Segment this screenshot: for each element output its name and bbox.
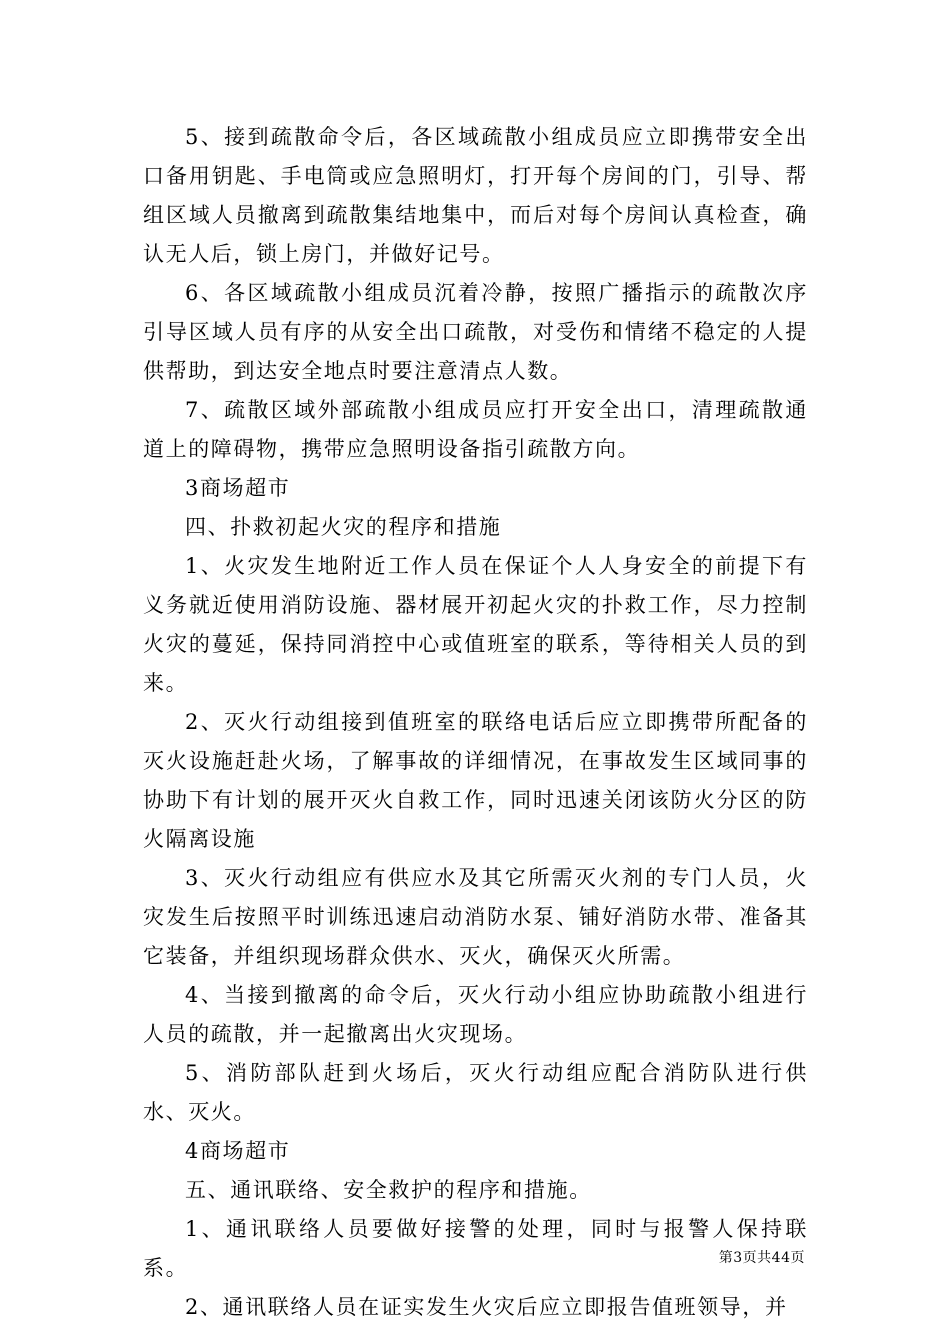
section-label-4: 4商场超市 xyxy=(185,1139,291,1163)
paragraph-evacuation-5: 5、接到疏散命令后，各区域疏散小组成员应立即携带安全出口备用钥匙、手电筒或应急照明灯，打开每个房间的门，引导、帮组区域人员撤离到疏散集结地集中，而后对每个房间认真检查，确认无人后，锁上房门，并做好记号。 xyxy=(143,125,808,266)
section-label-3: 3商场超市 xyxy=(185,476,291,500)
paragraph-comms-1: 1、通讯联络人员要做好接警的处理，同时与报警人保持联系。 xyxy=(143,1217,808,1280)
paragraph-firefight-3: 3、灭火行动组应有供应水及其它所需灭火剂的专门人员，火灾发生后按照平时训练迅速启动消防水泵、铺好消防水带、准备其它装备，并组织现场群众供水、灭火，确保灭火所需。 xyxy=(143,866,808,968)
paragraph-comms-2: 2、通讯联络人员在证实发生火灾后应立即报告值班领导，并 xyxy=(185,1295,788,1319)
page-number-footer: 第3页共44页 xyxy=(718,1250,805,1266)
paragraph-firefight-4: 4、当接到撤离的命令后，灭火行动小组应协助疏散小组进行人员的疏散，并一起撤离出火灾现场。 xyxy=(143,983,808,1046)
paragraph-evacuation-6: 6、各区域疏散小组成员沉着冷静，按照广播指示的疏散次序引导区域人员有序的从安全出口疏散，对受伤和情绪不稳定的人提供帮助，到达安全地点时要注意清点人数。 xyxy=(143,281,808,383)
section-heading-4: 四、扑救初起火灾的程序和措施 xyxy=(185,515,502,539)
paragraph-firefight-2: 2、灭火行动组接到值班室的联络电话后应立即携带所配备的灭火设施赶赴火场，了解事故的详细情况，在事故发生区域同事的协助下有计划的展开灭火自救工作，同时迅速关闭该防火分区的防火隔离设施 xyxy=(143,710,808,851)
paragraph-firefight-5: 5、消防部队赶到火场后，灭火行动组应配合消防队进行供水、灭火。 xyxy=(143,1061,808,1124)
section-heading-5: 五、通讯联络、安全救护的程序和措施。 xyxy=(185,1178,592,1202)
paragraph-evacuation-7: 7、疏散区域外部疏散小组成员应打开安全出口，清理疏散通道上的障碍物，携带应急照明设备指引疏散方向。 xyxy=(143,398,808,461)
paragraph-firefight-1: 1、火灾发生地附近工作人员在保证个人人身安全的前提下有义务就近使用消防设施、器材展开初起火灾的扑救工作，尽力控制火灾的蔓延，保持同消控中心或值班室的联系，等待相关人员的到来。 xyxy=(143,554,808,695)
document-body xyxy=(143,118,808,1327)
